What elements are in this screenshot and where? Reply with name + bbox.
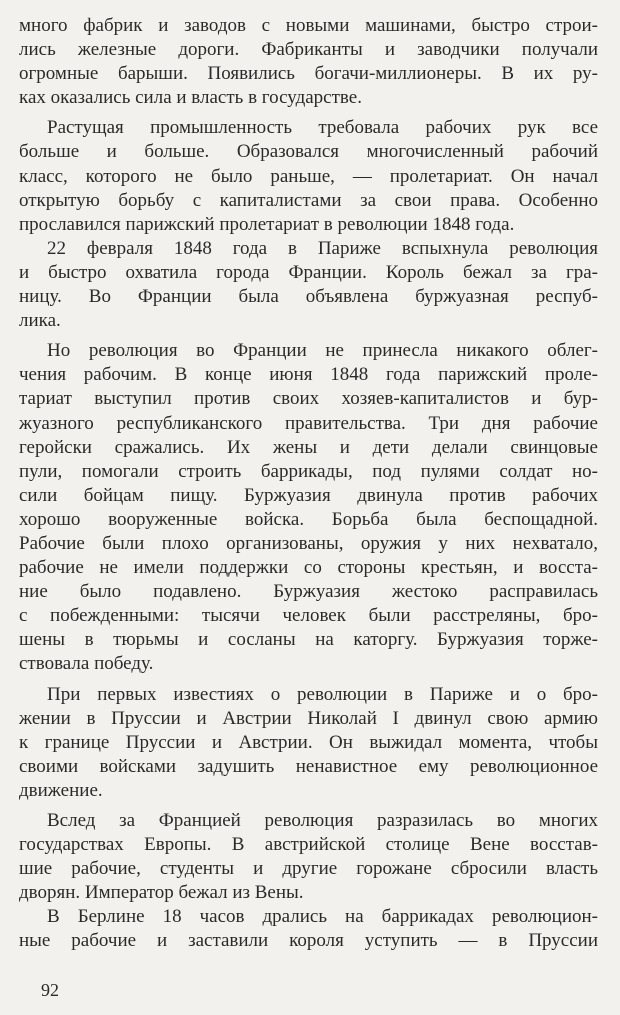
text-line: с побежденными: тысячи человек были расстреляны, бро-	[19, 605, 598, 627]
text-line: пули, помогали строить баррикады, под пулями солдат но-	[19, 460, 598, 482]
text-line: своими войсками задушить ненавистное ему революционное	[19, 755, 598, 777]
paragraph	[19, 14, 598, 110]
text-line: В Берлине 18 часов дрались на баррикадах революцион-	[47, 906, 598, 928]
text-line: шие рабочие, студенты и другие горожане сбросили власть	[19, 858, 598, 880]
text-line: класс, которого не было раньше, — пролетариат. Он начал	[19, 165, 598, 187]
text-line: ницу. Во Франции была объявлена буржуазная респуб-	[19, 286, 598, 308]
text-line: открытую борьбу с капиталистами за свои права. Особенно	[19, 189, 598, 211]
text-line: лись железные дороги. Фабриканты и заводчики получали	[19, 39, 598, 61]
text-line: и быстро охватила города Франции. Король бежал за гра-	[19, 261, 598, 283]
text-line: рабочие не имели поддержки со стороны крестьян, и восста-	[19, 557, 598, 579]
paragraph	[19, 683, 598, 803]
text-line: ние было подавлено. Буржуазия жестоко расправилась	[19, 581, 598, 603]
text-line: Вслед за Францией революция разразилась во многих	[47, 810, 598, 831]
text-line: Рабочие были плохо организованы, оружия у них нехватало,	[19, 532, 598, 554]
page-number: 92	[41, 980, 59, 1000]
text-line: Но революция во Франции не принесла никакого облег-	[47, 340, 598, 362]
text-line: дворян. Император бежал из Вены.	[19, 882, 304, 904]
text-line: к границе Пруссии и Австрии. Он выжидал момента, чтобы	[19, 731, 598, 753]
text-line: Растущая промышленность требовала рабочих рук все	[47, 117, 598, 139]
text-line: сили бойцам пищу. Буржуазия двинула против рабочих	[19, 484, 598, 506]
text-line: ствовала победу.	[19, 653, 154, 675]
text-line: шены в тюрьмы и сосланы на каторгу. Буржуазия торже-	[19, 629, 598, 651]
text-line: При первых известиях о революции в Париже и о бро-	[47, 683, 598, 705]
text-line: жуазного республиканского правительства. Три дня рабочие	[19, 412, 598, 434]
text-line: лика.	[19, 310, 61, 332]
paragraph	[19, 339, 598, 676]
paragraph	[19, 116, 598, 236]
text-line: движение.	[19, 779, 103, 801]
paragraph	[19, 237, 598, 333]
text-line: государствах Европы. В австрийской столице Вене восстав-	[19, 834, 598, 856]
text-line: 22 февраля 1848 года в Париже вспыхнула революция	[47, 237, 598, 259]
text-line: хорошо вооруженные войска. Борьба была беспощадной.	[19, 508, 598, 530]
text-line: чения рабочим. В конце июня 1848 года парижский проле-	[19, 364, 598, 386]
text-line: ные рабочие и заставили короля уступить — в Пруссии	[19, 930, 598, 952]
text-line: огромные барыши. Появились богачи-миллионеры. В их ру-	[19, 63, 598, 85]
text-line: прославился парижский пролетариат в революции 1848 года.	[19, 213, 515, 235]
text-line: жении в Пруссии и Австрии Николай I двинул свою армию	[19, 707, 598, 729]
text-line: много фабрик и заводов с новыми машинами, быстро строи-	[19, 15, 598, 36]
paragraph	[19, 809, 598, 905]
text-line: больше и больше. Образовался многочисленный рабочий	[19, 141, 598, 163]
text-line: геройски сражались. Их жены и дети делали свинцовые	[19, 436, 598, 458]
text-line: ках оказались сила и власть в государстве.	[19, 87, 362, 109]
text-line: тариат выступил против своих хозяев-капиталистов и бур-	[19, 388, 598, 410]
paragraph	[19, 905, 598, 953]
